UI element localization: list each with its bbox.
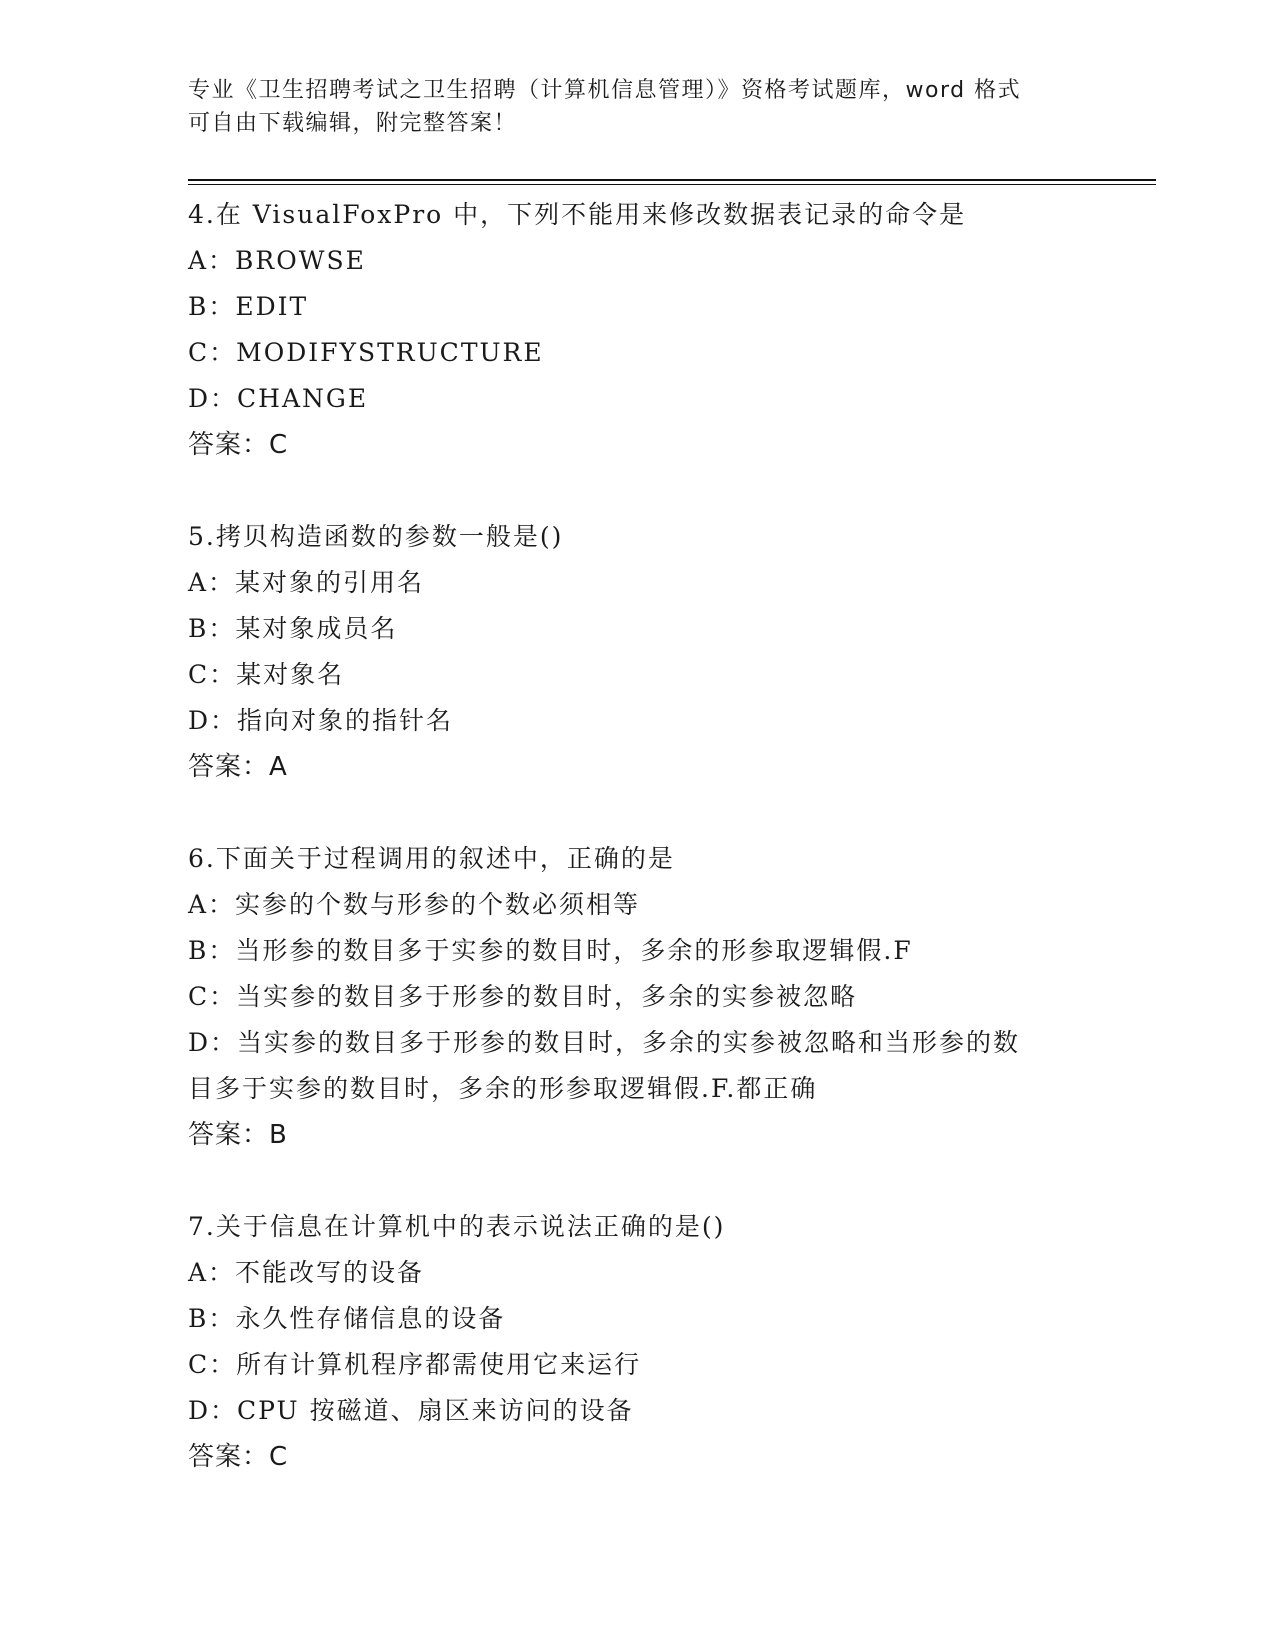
option-a: A：BROWSE — [188, 246, 366, 275]
option-d: D：当实参的数目多于形参的数目时，多余的实参被忽略和当形参的数目多于实参的数目时，多余的形参取逻辑假.F.都正确 — [188, 1028, 1021, 1103]
answer-line: 答案：C — [188, 430, 289, 460]
question-list — [188, 192, 1148, 1526]
question-block — [188, 1204, 1148, 1480]
question-stem: 7.关于信息在计算机中的表示说法正确的是() — [188, 1212, 726, 1241]
question-stem: 5.拷贝构造函数的参数一般是() — [188, 522, 564, 551]
option-c: C：MODIFYSTRUCTURE — [188, 338, 544, 367]
option-b: B：永久性存储信息的设备 — [188, 1304, 506, 1333]
option-a: A：不能改写的设备 — [188, 1258, 425, 1287]
document-header — [188, 74, 1088, 140]
header-divider-thin — [188, 184, 1156, 185]
option-c: C：某对象名 — [188, 660, 345, 689]
option-c: C：所有计算机程序都需使用它来运行 — [188, 1350, 642, 1379]
question-block — [188, 192, 1148, 468]
option-d: D：指向对象的指针名 — [188, 706, 454, 735]
question-stem: 4.在 VisualFoxPro 中，下列不能用来修改数据表记录的命令是 — [188, 200, 967, 229]
header-line-2: 可自由下载编辑，附完整答案！ — [188, 111, 518, 136]
option-b: B：当形参的数目多于实参的数目时，多余的形参取逻辑假.F — [188, 936, 913, 965]
option-d: D：CPU 按磁道、扇区来访问的设备 — [188, 1396, 634, 1425]
header-divider-thick — [188, 179, 1156, 181]
option-b: B：EDIT — [188, 292, 309, 321]
answer-line: 答案：A — [188, 752, 288, 782]
option-a: A：实参的个数与形参的个数必须相等 — [188, 890, 641, 919]
option-b: B：某对象成员名 — [188, 614, 398, 643]
option-d: D：CHANGE — [188, 384, 369, 413]
question-block — [188, 836, 1148, 1158]
answer-line: 答案：B — [188, 1120, 288, 1150]
question-block — [188, 514, 1148, 790]
option-c: C：当实参的数目多于形参的数目时，多余的实参被忽略 — [188, 982, 858, 1011]
answer-line: 答案：C — [188, 1442, 289, 1472]
question-stem: 6.下面关于过程调用的叙述中，正确的是 — [188, 844, 675, 873]
header-line-1: 专业《卫生招聘考试之卫生招聘（计算机信息管理）》资格考试题库，word 格式 — [188, 78, 1022, 103]
option-a: A：某对象的引用名 — [188, 568, 425, 597]
